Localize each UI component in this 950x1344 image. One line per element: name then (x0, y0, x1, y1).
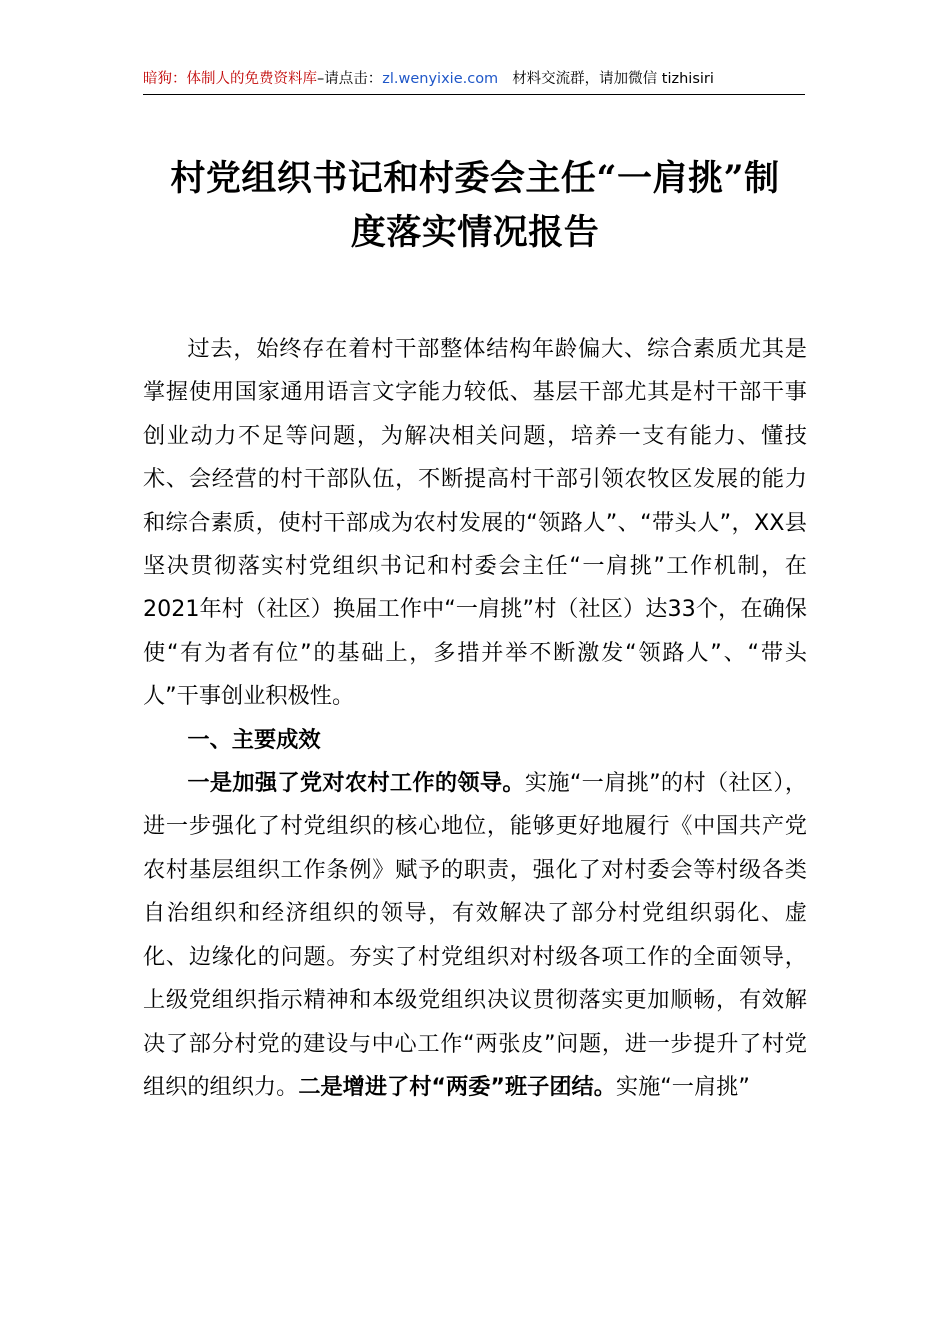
header-wechat-note: 材料交流群，请加微信 tizhisiri (512, 71, 714, 87)
document-title (143, 152, 807, 260)
paragraph-results (143, 762, 807, 1109)
header-click-prompt: –请点击： (317, 71, 383, 87)
header-link[interactable]: zl.wenyixie.com (382, 71, 499, 87)
page-header (143, 64, 805, 95)
point-one-heading: 一是加强了党对农村工作的领导。 (187, 770, 525, 797)
section-heading-1: 一、主要成效 (187, 726, 321, 753)
point-one-text: 实施“一肩挑”的村（社区），进一步强化了村党组织的核心地位，能够更好地履行《中国共产党农村基层组织工作条例》赋予的职责，强化了对村委会等村级各类自治组织和经济组织的领导，有效解决了部分村党组织弱化、虚化、边缘化的问题。夯实了村党组织对村级各项工作的全面领导，上级党组织指示精神和本级党组织决议贯彻落实更加顺畅，有效解决了部分村党的建设与中心工作“两张皮”问题，进一步提升了村党组织的组织力。 (143, 770, 808, 1100)
title-line-2: 度落实情况报告 (350, 212, 600, 253)
point-two-text: 实施“一肩挑” (615, 1073, 750, 1100)
paragraph-intro: 过去，始终存在着村干部整体结构年龄偏大、综合素质尤其是掌握使用国家通用语言文字能力较低、基层干部尤其是村干部干事创业动力不足等问题，为解决相关问题，培养一支有能力、懂技术、会经营的村干部队伍，不断提高村干部引领农牧区发展的能力和综合素质，使村干部成为农村发展的“领路人”、“带头人”，XX县坚决贯彻落实村党组织书记和村委会主任“一肩挑”工作机制，在2021年村（社区）换届工作中“一肩挑”村（社区）达33个，在确保使“有为者有位”的基础上，多措并举不断激发“领路人”、“带头人”干事创业积极性。 (143, 336, 807, 710)
document-body (143, 328, 807, 1109)
title-line-1: 村党组织书记和村委会主任“一肩挑”制 (170, 158, 780, 199)
point-two-heading: 二是增进了村“两委”班子团结。 (298, 1073, 616, 1100)
header-site-name: 暗狗：体制人的免费资料库 (143, 71, 317, 87)
